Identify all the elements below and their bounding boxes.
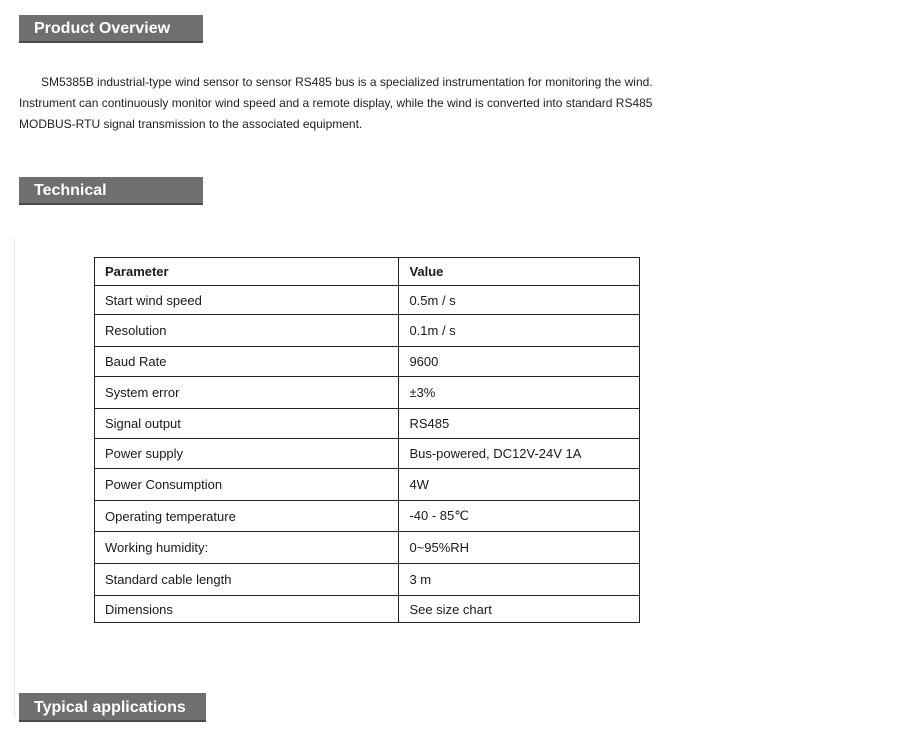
- section-heading-product-overview: Product Overview: [19, 15, 203, 43]
- param-cell: Working humidity:: [95, 532, 399, 564]
- value-cell: 3 m: [399, 564, 640, 596]
- param-cell: System error: [95, 377, 399, 409]
- value-cell: See size chart: [399, 596, 640, 623]
- table-row: [95, 409, 640, 439]
- param-cell: Start wind speed: [95, 286, 399, 315]
- value-cell: -40 - 85℃: [399, 501, 640, 532]
- param-cell: Standard cable length: [95, 564, 399, 596]
- table-row: [95, 315, 640, 347]
- param-cell: Dimensions: [95, 596, 399, 623]
- product-overview-text: [19, 72, 719, 135]
- table-row: [95, 347, 640, 377]
- section-heading-typical-applications: Typical applications: [19, 693, 206, 722]
- table-row: [95, 501, 640, 532]
- value-cell: Bus-powered, DC12V-24V 1A: [399, 439, 640, 469]
- value-cell: 4W: [399, 469, 640, 501]
- param-cell: Baud Rate: [95, 347, 399, 377]
- param-cell: Resolution: [95, 315, 399, 347]
- column-header-value: Value: [399, 258, 640, 286]
- technical-parameters-table: [94, 257, 640, 623]
- value-cell: ±3%: [399, 377, 640, 409]
- value-cell: 0~95%RH: [399, 532, 640, 564]
- overview-line-1: SM5385B industrial-type wind sensor to sensor RS485 bus is a specialized instrumentation for monitoring the wind.: [41, 75, 653, 89]
- value-cell: 0.1m / s: [399, 315, 640, 347]
- value-cell: 0.5m / s: [399, 286, 640, 315]
- param-cell: Signal output: [95, 409, 399, 439]
- param-cell: Operating temperature: [95, 501, 399, 532]
- value-cell: RS485: [399, 409, 640, 439]
- overview-line-3: MODBUS-RTU signal transmission to the associated equipment.: [19, 117, 363, 131]
- table-row: [95, 532, 640, 564]
- table-row: [95, 596, 640, 623]
- overview-line-2: Instrument can continuously monitor wind speed and a remote display, while the wind is converted into standard RS485: [19, 96, 653, 110]
- table-row: [95, 377, 640, 409]
- column-header-parameter: Parameter: [95, 258, 399, 286]
- divider: [14, 238, 15, 718]
- param-cell: Power Consumption: [95, 469, 399, 501]
- section-heading-technical-parameters: Technical Parameters: [19, 177, 203, 205]
- value-cell: 9600: [399, 347, 640, 377]
- table-row: [95, 439, 640, 469]
- table-row: [95, 286, 640, 315]
- param-cell: Power supply: [95, 439, 399, 469]
- table-row: [95, 564, 640, 596]
- table-row: [95, 469, 640, 501]
- table-header-row: [95, 258, 640, 286]
